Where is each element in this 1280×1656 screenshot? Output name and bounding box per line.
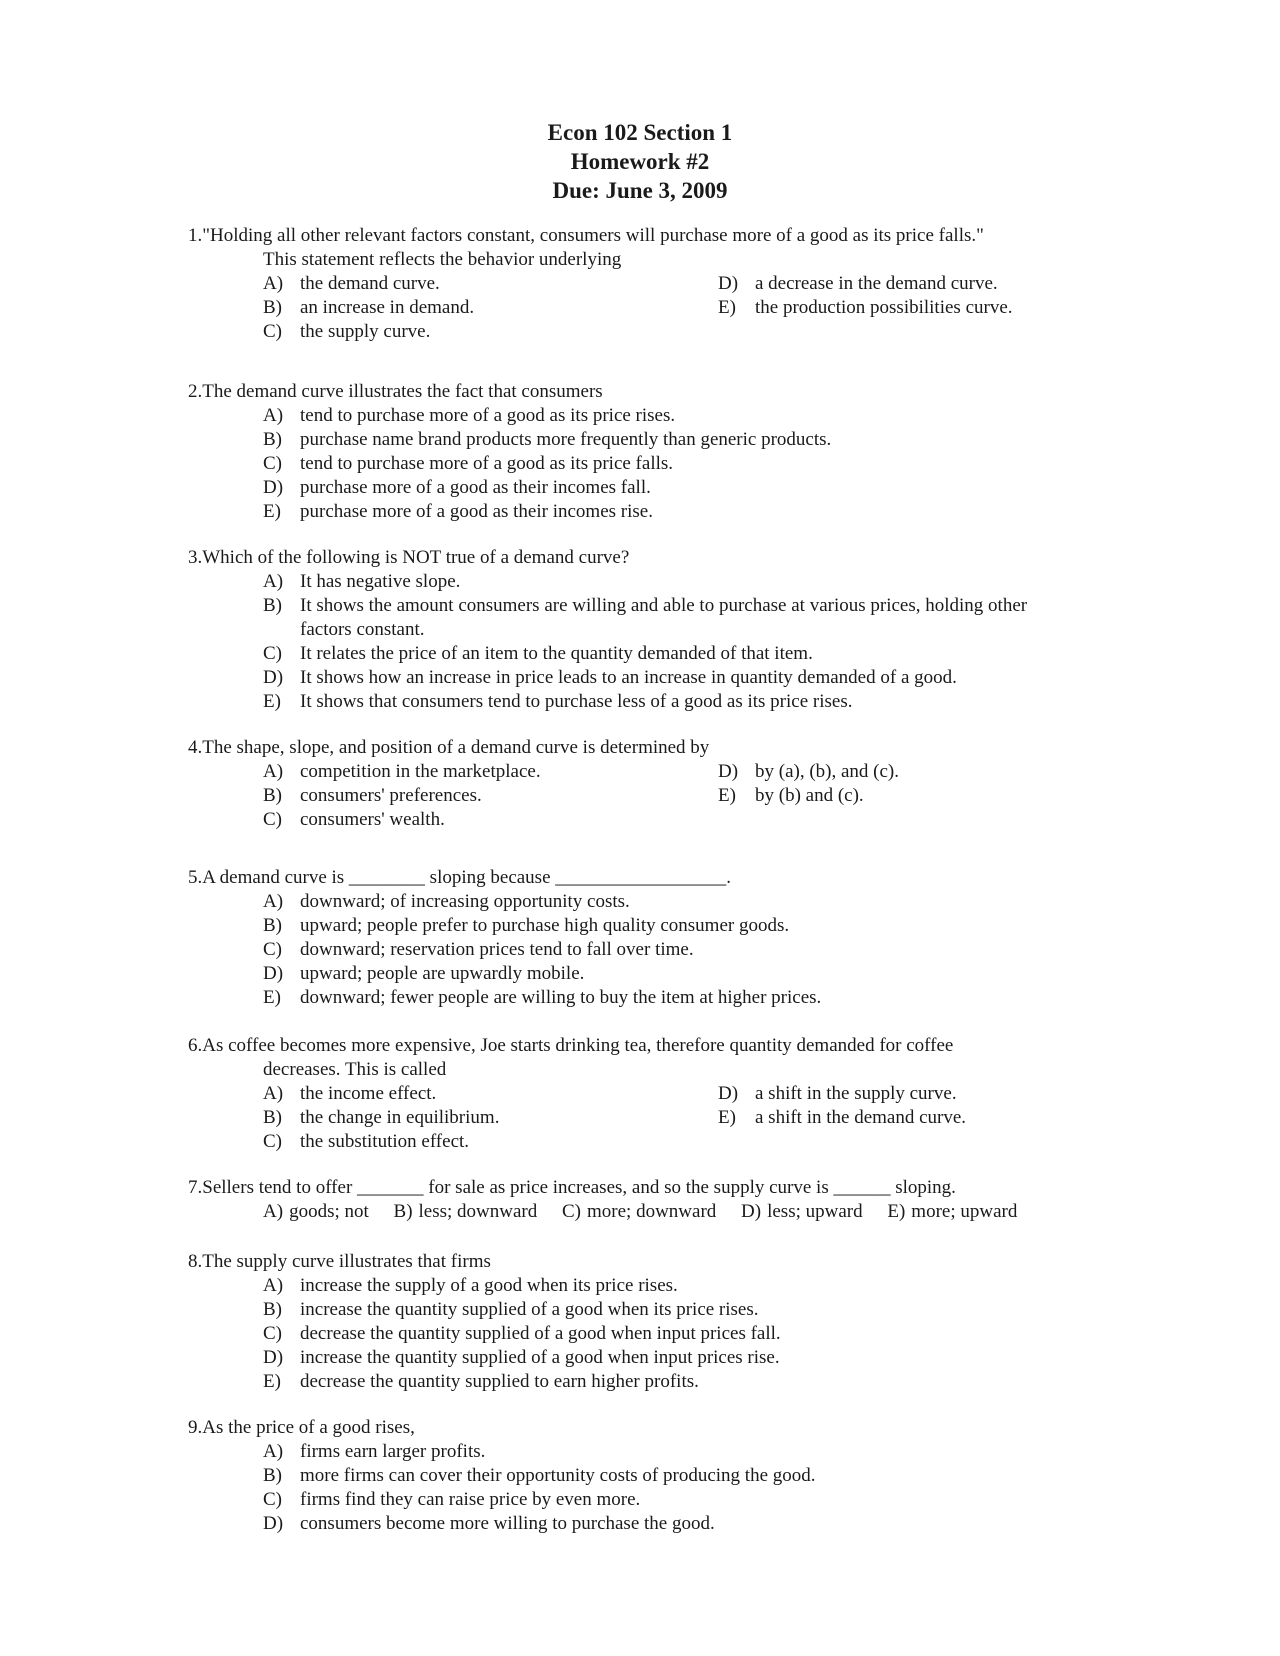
option-d [263,476,1188,500]
option-text: firms find they can raise price by even more. [300,1489,641,1510]
option-d [263,1346,1188,1370]
option-letter: B) [263,429,282,450]
question-text: As coffee becomes more expensive, Joe starts drinking tea, therefore quantity demanded for coffee [202,1035,954,1056]
option-text: less; downward [418,1201,538,1222]
option-text: It shows that consumers tend to purchase less of a good as its price rises. [300,691,853,712]
option-text: It has negative slope. [300,571,461,592]
option-letter: E) [263,987,281,1008]
question-number: 8. [188,1251,203,1272]
option-text: the production possibilities curve. [755,297,1013,318]
option-b [263,1106,718,1130]
option-text: by (b) and (c). [755,785,864,806]
option-text: a shift in the supply curve. [755,1083,957,1104]
question-text: Which of the following is NOT true of a demand curve? [202,547,630,568]
option-letter: B) [263,1465,282,1486]
option-text: purchase more of a good as their incomes rise. [300,501,653,522]
option-letter: E) [263,501,281,522]
question-stem [188,1250,1188,1274]
option-d [718,760,1138,784]
option-text: firms earn larger profits. [300,1441,486,1462]
option-text: decrease the quantity supplied to earn higher profits. [300,1371,699,1392]
option-b [394,1201,538,1222]
option-b [263,594,1053,642]
option-text: purchase more of a good as their incomes fall. [300,477,651,498]
question-text: As the price of a good rises, [202,1417,415,1438]
option-text: an increase in demand. [300,297,475,318]
option-letter: A) [263,273,284,294]
option-letter: C) [263,1323,282,1344]
option-text: goods; not [289,1201,369,1222]
option-c [562,1201,716,1222]
question-9 [188,1416,1188,1536]
option-text: by (a), (b), and (c). [755,761,900,782]
option-text: more; upward [911,1201,1018,1222]
option-e [263,986,1188,1010]
option-text: a decrease in the demand curve. [755,273,998,294]
question-stem [188,380,1188,404]
option-d [263,1512,1188,1536]
option-b [263,784,718,808]
option-text: tend to purchase more of a good as its price falls. [300,453,674,474]
option-letter: C) [263,321,282,342]
answer-options [263,272,1188,344]
option-letter: A) [263,1275,284,1296]
question-text: Sellers tend to offer _______ for sale as price increases, and so the supply curve is ______ sloping. [202,1177,956,1198]
option-letter: C) [263,643,282,664]
option-b [263,296,718,320]
option-letter: D) [741,1201,762,1222]
option-e [263,690,1053,714]
question-3 [188,546,1188,714]
option-letter: A) [263,761,284,782]
option-text: increase the quantity supplied of a good when input prices rise. [300,1347,780,1368]
option-letter: E) [718,297,736,318]
option-d [263,962,1188,986]
option-a [263,1082,718,1106]
option-letter: B) [263,1299,282,1320]
option-text: consumers become more willing to purchase the good. [300,1513,715,1534]
option-letter: A) [263,891,284,912]
option-letter: B) [263,1107,282,1128]
answer-options [263,1440,1188,1536]
option-text: the income effect. [300,1083,437,1104]
option-a [263,890,1188,914]
question-text: A demand curve is ________ sloping because __________________. [202,867,732,888]
option-a [263,570,1053,594]
option-e [263,500,1188,524]
option-c [263,1130,718,1154]
question-text: The shape, slope, and position of a demand curve is determined by [202,737,710,758]
option-text: downward; of increasing opportunity costs. [300,891,630,912]
option-letter: D) [263,1347,284,1368]
option-letter: C) [263,939,282,960]
option-a [263,1201,369,1222]
option-text: downward; reservation prices tend to fall over time. [300,939,694,960]
question-number: 5. [188,867,203,888]
question-number: 3. [188,547,203,568]
option-letter: A) [263,405,284,426]
option-letter: C) [263,453,282,474]
option-letter: A) [263,1083,284,1104]
option-letter: B) [263,785,282,806]
option-text: purchase name brand products more frequently than generic products. [300,429,832,450]
option-letter: C) [263,1489,282,1510]
option-text: upward; people are upwardly mobile. [300,963,585,984]
question-number: 7. [188,1177,203,1198]
question-text-continued: decreases. This is called [263,1059,447,1080]
option-text: downward; fewer people are willing to buy the item at higher prices. [300,987,822,1008]
option-text: consumers' wealth. [300,809,445,830]
option-letter: A) [263,571,284,592]
question-number: 1. [188,225,203,246]
option-text: the change in equilibrium. [300,1107,500,1128]
option-text: It shows how an increase in price leads to an increase in quantity demanded of a good. [300,667,957,688]
option-letter: B) [263,297,282,318]
option-a [263,1440,1188,1464]
option-a [263,1274,1188,1298]
option-letter: D) [263,667,284,688]
option-text: It shows the amount consumers are willing and able to purchase at various prices, holding other factors constant. [300,595,1028,640]
option-a [263,404,1188,428]
homework-title: Homework #2 [570,149,710,174]
option-d [718,1082,1138,1106]
option-d [263,666,1053,690]
question-8 [188,1250,1188,1394]
option-letter: D) [718,761,739,782]
option-text: upward; people prefer to purchase high quality consumer goods. [300,915,790,936]
answer-options [263,760,1188,832]
option-letter: B) [263,915,282,936]
question-stem [188,1416,1188,1440]
question-number: 6. [188,1035,203,1056]
answer-options [263,570,1053,714]
option-e [718,296,1138,320]
option-text: the demand curve. [300,273,440,294]
option-text: the supply curve. [300,321,431,342]
question-text: "Holding all other relevant factors constant, consumers will purchase more of a good as its price falls." [202,225,984,246]
option-c [263,808,718,832]
option-c [263,452,1188,476]
option-text: consumers' preferences. [300,785,482,806]
question-text-continued: This statement reflects the behavior underlying [263,249,622,270]
option-letter: B) [263,595,282,616]
question-stem [188,1034,1188,1058]
option-text: less; upward [767,1201,863,1222]
question-stem [188,736,1188,760]
option-e [718,784,1138,808]
answer-options [263,1274,1188,1394]
question-7 [188,1176,1188,1224]
question-stem [188,224,1188,248]
question-number: 9. [188,1417,203,1438]
question-stem [188,1176,1188,1200]
due-date: Due: June 3, 2009 [552,178,728,203]
option-e [887,1201,1017,1222]
question-stem [188,546,1188,570]
option-letter: C) [263,1131,282,1152]
option-b [263,428,1188,452]
option-text: a shift in the demand curve. [755,1107,967,1128]
option-c [263,320,718,344]
question-text: The demand curve illustrates the fact that consumers [202,381,603,402]
option-b [263,1298,1188,1322]
option-letter: E) [263,1371,281,1392]
option-letter: B) [393,1201,413,1222]
question-1 [188,224,1188,344]
option-text: increase the quantity supplied of a good when its price rises. [300,1299,759,1320]
question-stem [188,866,1188,890]
option-letter: D) [718,273,739,294]
answer-options [263,404,1188,524]
option-letter: A) [263,1441,284,1462]
option-letter: E) [718,1107,736,1128]
option-b [263,914,1188,938]
option-text: competition in the marketplace. [300,761,541,782]
option-e [263,1370,1188,1394]
answer-options [263,1082,1188,1154]
option-d [718,272,1138,296]
option-text: more firms can cover their opportunity costs of producing the good. [300,1465,816,1486]
option-a [263,760,718,784]
question-5 [188,866,1188,1010]
course-title: Econ 102 Section 1 [547,120,733,145]
option-d [741,1201,863,1222]
question-2 [188,380,1188,524]
option-e [718,1106,1138,1130]
option-letter: C) [263,809,282,830]
question-4 [188,736,1188,832]
option-text: It relates the price of an item to the quantity demanded of that item. [300,643,813,664]
question-number: 4. [188,737,203,758]
option-c [263,642,1053,666]
option-c [263,1488,1188,1512]
option-c [263,938,1188,962]
option-letter: D) [263,963,284,984]
option-letter: D) [263,477,284,498]
option-letter: D) [718,1083,739,1104]
option-text: tend to purchase more of a good as its price rises. [300,405,676,426]
answer-options [263,1200,1188,1224]
question-text: The supply curve illustrates that firms [202,1251,491,1272]
answer-options [263,890,1188,1010]
option-text: more; downward [587,1201,717,1222]
option-letter: D) [263,1513,284,1534]
option-text: the substitution effect. [300,1131,470,1152]
option-letter: A) [263,1201,284,1222]
question-number: 2. [188,381,203,402]
document-header [0,118,1280,205]
option-c [263,1322,1188,1346]
option-b [263,1464,1188,1488]
option-letter: E) [718,785,736,806]
question-6 [188,1034,1188,1154]
option-letter: E) [887,1201,906,1222]
option-letter: C) [562,1201,581,1222]
option-text: decrease the quantity supplied of a good when input prices fall. [300,1323,781,1344]
option-a [263,272,718,296]
option-letter: E) [263,691,281,712]
option-text: increase the supply of a good when its price rises. [300,1275,678,1296]
